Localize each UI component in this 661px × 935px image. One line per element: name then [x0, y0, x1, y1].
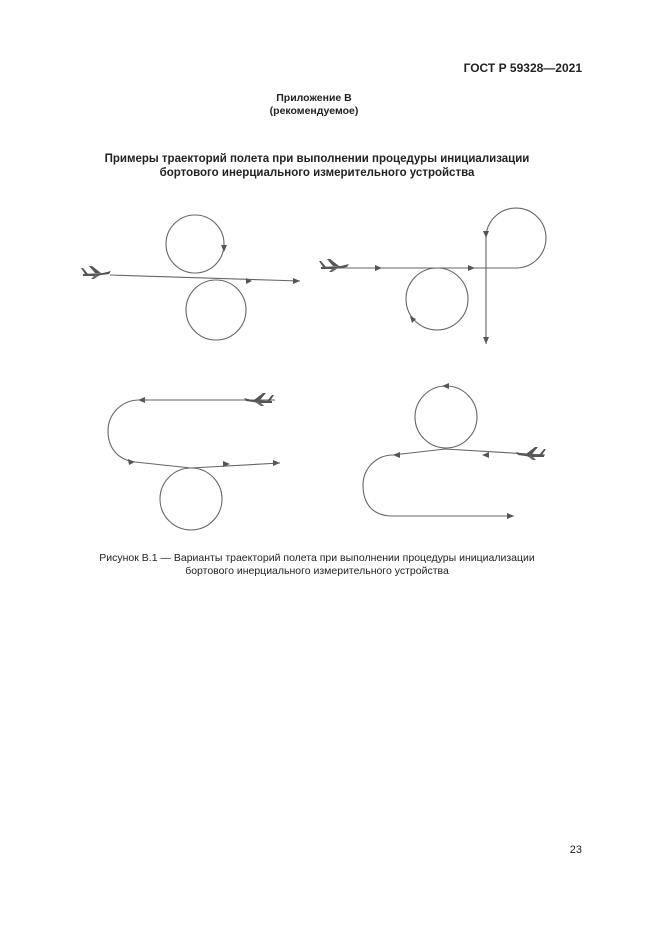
- standard-id: ГОСТ Р 59328—2021: [463, 61, 582, 75]
- trajectory-variant-1: [81, 215, 300, 340]
- airplane-icon: [319, 259, 349, 272]
- airplane-icon: [516, 447, 546, 460]
- trajectory-variant-4: [363, 383, 546, 519]
- figure-heading-line1: Примеры траекторий полета при выполнении процедуры инициализации: [104, 153, 530, 165]
- trajectory-variant-3: [108, 393, 280, 530]
- airplane-icon: [81, 266, 111, 279]
- airplane-icon: [244, 393, 274, 406]
- annex-status: (рекомендуемое): [269, 105, 359, 117]
- figure-caption-line2: бортового инерциального измерительного устройства: [185, 565, 449, 577]
- page-number: 23: [569, 844, 582, 856]
- figure-heading-line2: бортового инерциального измерительного устройства: [159, 167, 475, 179]
- annex-title: Приложение В: [276, 92, 352, 104]
- figure-caption-line1: Рисунок В.1 — Варианты траекторий полета при выполнении процедуры инициализации: [99, 552, 535, 564]
- figure-caption: [0, 552, 634, 578]
- trajectory-variant-2: [319, 208, 546, 344]
